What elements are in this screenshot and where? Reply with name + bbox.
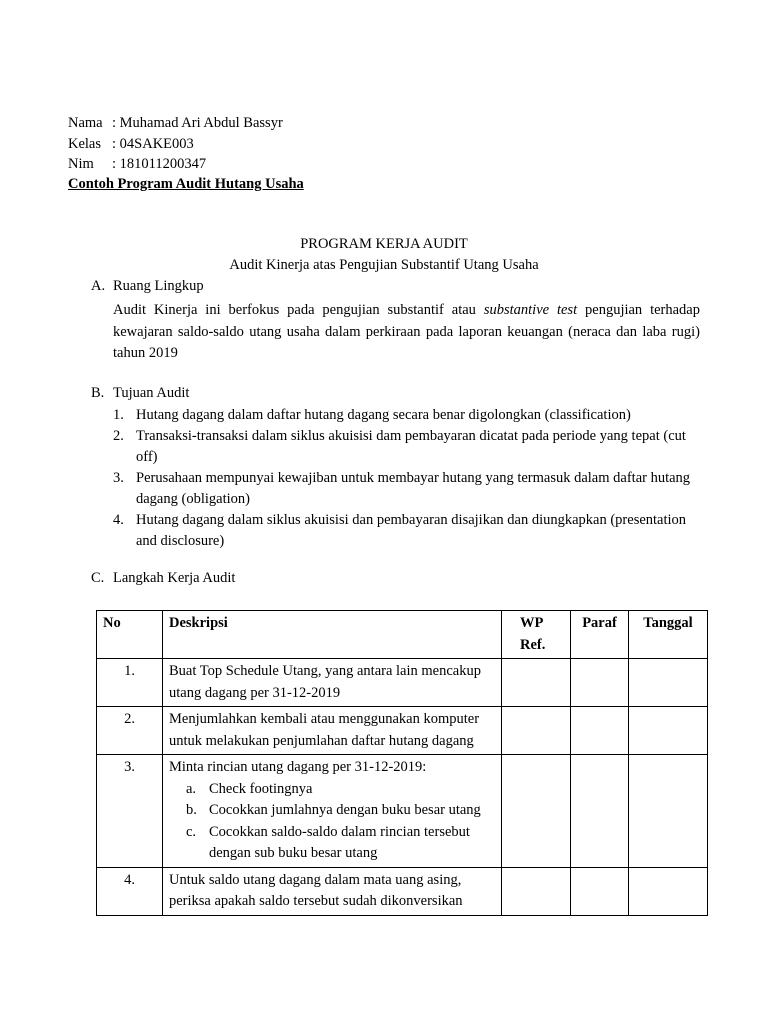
row-number: 1. <box>97 659 163 707</box>
name-label: Nama <box>68 115 103 131</box>
section-a-title: Ruang Lingkup <box>113 278 204 294</box>
list-item-text: Hutang dagang dalam siklus akuisisi dan pembayaran disajikan dan diungkapkan (presentation and disclosure) <box>136 512 687 549</box>
header-wp-ref: WP Ref. <box>502 611 571 659</box>
row-description: Menjumlahkan kembali atau menggunakan komputer untuk melakukan penjumlahan daftar hutang dagang <box>163 707 502 755</box>
section-a-italic-term: substantive test <box>483 302 578 318</box>
audit-steps-table <box>96 610 708 916</box>
list-item-number: 3. <box>113 470 124 486</box>
section-a-text-1: Audit Kinerja ini berfokus pada pengujian substantif atau <box>113 302 484 318</box>
document-title: Contoh Program Audit Hutang Usaha <box>68 176 304 192</box>
class-label: Kelas <box>68 135 102 152</box>
list-item-text: Perusahaan mempunyai kewajiban untuk membayar hutang yang termasuk dalam daftar hutang dagang (obligation) <box>136 470 691 507</box>
list-item <box>113 468 703 510</box>
objectives-list <box>113 405 703 552</box>
section-a-paragraph <box>113 300 700 365</box>
section-a-text-2: pengujian terhadap kewajaran saldo-saldo utang usaha dalam perkiraan pada laporan keuangan (neraca dan laba rugi) tahun 2019 <box>113 302 700 361</box>
row-description: Buat Top Schedule Utang, yang antara lain mencakup utang dagang per 31-12-2019 <box>163 659 502 707</box>
wp-ref-cell <box>502 707 571 755</box>
row-number: 3. <box>97 755 163 868</box>
header-paraf: Paraf <box>571 611 629 659</box>
paraf-cell <box>571 707 629 755</box>
table-row <box>97 755 708 868</box>
sub-item-letter: b. <box>186 802 197 818</box>
wp-ref-cell <box>502 867 571 915</box>
list-item-number: 1. <box>113 407 124 423</box>
section-b-title: Tujuan Audit <box>113 385 190 401</box>
sub-item-text: Cocokkan jumlahnya dengan buku besar utang <box>209 802 481 818</box>
class-row <box>68 134 283 155</box>
name-value: : Muhamad Ari Abdul Bassyr <box>112 115 283 131</box>
nim-value: : 181011200347 <box>112 156 207 172</box>
table-row <box>97 707 708 755</box>
header-description: Deskripsi <box>163 611 502 659</box>
row-number: 2. <box>97 707 163 755</box>
list-item-text: Hutang dagang dalam daftar hutang dagang secara benar digolongkan (classification) <box>136 407 631 423</box>
sub-item <box>169 779 495 801</box>
list-item-number: 2. <box>113 428 124 444</box>
section-c-letter: C. <box>91 570 105 586</box>
header-tanggal: Tanggal <box>629 611 708 659</box>
header-no: No <box>97 611 163 659</box>
tanggal-cell <box>629 707 708 755</box>
paraf-cell <box>571 867 629 915</box>
wp-ref-cell <box>502 659 571 707</box>
paraf-cell <box>571 755 629 868</box>
section-b-letter: B. <box>91 385 105 401</box>
row-description: Untuk saldo utang dagang dalam mata uang asing, periksa apakah saldo tersebut sudah dikonversikan <box>163 867 502 915</box>
section-c-title: Langkah Kerja Audit <box>113 570 236 586</box>
row-description <box>163 755 502 868</box>
nim-label: Nim <box>68 156 94 172</box>
program-title: PROGRAM KERJA AUDIT <box>300 236 468 252</box>
section-c-heading <box>91 570 235 587</box>
table-row <box>97 867 708 915</box>
sub-item-letter: c. <box>186 823 197 840</box>
class-value: : 04SAKE003 <box>112 135 194 152</box>
tanggal-cell <box>629 755 708 868</box>
section-a-letter: A. <box>91 278 106 294</box>
wp-ref-cell <box>502 755 571 868</box>
nim-row <box>68 154 283 175</box>
row-number: 4. <box>97 867 163 915</box>
table-row <box>97 659 708 707</box>
list-item <box>113 510 703 552</box>
table-header-row <box>97 611 708 659</box>
tanggal-cell <box>629 659 708 707</box>
sub-item <box>169 800 495 822</box>
sub-item-letter: a. <box>186 780 197 797</box>
paraf-cell <box>571 659 629 707</box>
list-item <box>113 426 703 468</box>
sub-item-text: Cocokkan saldo-saldo dalam rincian tersebut dengan sub buku besar utang <box>209 823 470 861</box>
name-row <box>68 113 283 134</box>
tanggal-cell <box>629 867 708 915</box>
sub-item-text: Check footingnya <box>209 780 313 797</box>
list-item-text: Transaksi-transaksi dalam siklus akuisisi dam pembayaran dicatat pada periode yang tepat (cut off) <box>136 428 686 465</box>
row-description-intro: Minta rincian utang dagang per 31-12-2019: <box>169 759 427 775</box>
program-subtitle: Audit Kinerja atas Pengujian Substantif Utang Usaha <box>229 257 539 273</box>
list-item <box>113 405 703 426</box>
identity-block <box>68 113 283 175</box>
section-a-heading <box>91 278 204 295</box>
section-b-heading <box>91 385 189 402</box>
sub-item <box>169 822 495 865</box>
list-item-number: 4. <box>113 512 124 528</box>
